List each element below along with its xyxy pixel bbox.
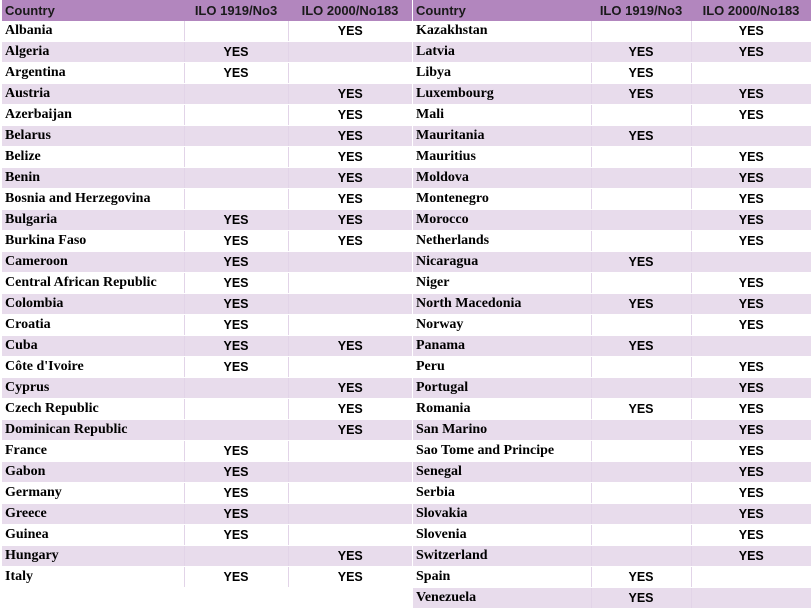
table-row: [2, 462, 412, 483]
ilo-2000-cell: YES: [691, 231, 811, 252]
table-row: [413, 231, 811, 252]
ilo-2000-cell: YES: [691, 399, 811, 420]
ilo-1919-cell: YES: [184, 567, 288, 588]
ilo-2000-cell: YES: [288, 567, 412, 588]
table-row: [413, 441, 811, 462]
ilo-1919-cell: YES: [591, 588, 691, 609]
ilo-1919-cell: [591, 315, 691, 336]
ilo-1919-cell: YES: [184, 210, 288, 231]
country-cell: Latvia: [413, 42, 591, 63]
ilo-1919-cell: YES: [184, 462, 288, 483]
ilo-2000-cell: YES: [288, 231, 412, 252]
ilo-1919-cell: YES: [591, 399, 691, 420]
ilo-2000-cell: YES: [288, 336, 412, 357]
ilo-2000-cell: [691, 588, 811, 609]
table-row: [2, 42, 412, 63]
table-row: [413, 126, 811, 147]
country-cell: Azerbaijan: [2, 105, 184, 126]
table-row: [413, 273, 811, 294]
country-cell: Venezuela: [413, 588, 591, 609]
header-ilo-1919: ILO 1919/No3: [591, 0, 691, 21]
ilo-2000-cell: YES: [288, 126, 412, 147]
country-cell: Czech Republic: [2, 399, 184, 420]
country-cell: Netherlands: [413, 231, 591, 252]
country-cell: Luxembourg: [413, 84, 591, 105]
table-row: [2, 525, 412, 546]
country-cell: Romania: [413, 399, 591, 420]
table-row: [413, 504, 811, 525]
ilo-1919-cell: YES: [591, 252, 691, 273]
table-row: [413, 378, 811, 399]
ilo-2000-cell: [288, 483, 412, 504]
ilo-2000-cell: YES: [691, 105, 811, 126]
table-row: [413, 168, 811, 189]
country-cell: Gabon: [2, 462, 184, 483]
country-cell: Portugal: [413, 378, 591, 399]
ilo-2000-cell: YES: [691, 273, 811, 294]
table-row: [413, 420, 811, 441]
country-cell: Albania: [2, 21, 184, 42]
ilo-1919-cell: YES: [591, 126, 691, 147]
table-row: [2, 567, 412, 588]
country-cell: North Macedonia: [413, 294, 591, 315]
header-country: Country: [413, 0, 591, 21]
country-cell: Senegal: [413, 462, 591, 483]
ilo-1919-cell: YES: [184, 42, 288, 63]
country-cell: Montenegro: [413, 189, 591, 210]
country-cell: Dominican Republic: [2, 420, 184, 441]
ilo-1919-cell: YES: [591, 84, 691, 105]
ilo-2000-cell: YES: [691, 378, 811, 399]
table-row: [2, 378, 412, 399]
ilo-2000-cell: YES: [691, 168, 811, 189]
ilo-1919-cell: YES: [591, 336, 691, 357]
table-row: [413, 336, 811, 357]
table-row: [2, 168, 412, 189]
country-cell: Cuba: [2, 336, 184, 357]
country-cell: Burkina Faso: [2, 231, 184, 252]
header-country: Country: [2, 0, 184, 21]
ilo-1919-cell: [591, 546, 691, 567]
table-row: [2, 273, 412, 294]
table-row: [2, 399, 412, 420]
ilo-2000-cell: [288, 504, 412, 525]
ilo-2000-cell: YES: [288, 105, 412, 126]
ilo-2000-cell: YES: [691, 210, 811, 231]
header-ilo-2000: ILO 2000/No183: [288, 0, 412, 21]
ilo-2000-cell: [288, 294, 412, 315]
table-row: [2, 189, 412, 210]
header-ilo-1919: ILO 1919/No3: [184, 0, 288, 21]
ilo-2000-cell: YES: [691, 441, 811, 462]
table-row: [413, 210, 811, 231]
table-row: [2, 315, 412, 336]
ilo-2000-cell: YES: [691, 462, 811, 483]
table-row: [413, 105, 811, 126]
ilo-2000-cell: [288, 42, 412, 63]
country-cell: Belize: [2, 147, 184, 168]
ilo-1919-cell: YES: [184, 273, 288, 294]
ilo-1919-cell: [591, 189, 691, 210]
ilo-2000-cell: [288, 525, 412, 546]
table-row: [2, 483, 412, 504]
table-row: [2, 336, 412, 357]
ilo-2000-cell: YES: [691, 525, 811, 546]
country-cell: Morocco: [413, 210, 591, 231]
ilo-2000-cell: YES: [691, 504, 811, 525]
country-cell: Mali: [413, 105, 591, 126]
ilo-1919-cell: [184, 147, 288, 168]
table-row: [2, 21, 412, 42]
ilo-2000-cell: YES: [691, 315, 811, 336]
country-cell: Spain: [413, 567, 591, 588]
country-cell: Libya: [413, 63, 591, 84]
ilo-1919-cell: YES: [184, 483, 288, 504]
country-cell: Panama: [413, 336, 591, 357]
country-cell: Switzerland: [413, 546, 591, 567]
ilo-1919-cell: [184, 105, 288, 126]
ilo-1919-cell: [591, 210, 691, 231]
ilo-2000-cell: YES: [691, 420, 811, 441]
table-row: [2, 546, 412, 567]
ilo-2000-cell: YES: [691, 546, 811, 567]
ilo-2000-cell: YES: [691, 483, 811, 504]
table-row: [413, 21, 811, 42]
ilo-1919-cell: YES: [184, 336, 288, 357]
ilo-1919-cell: [591, 462, 691, 483]
ilo-1919-cell: [591, 168, 691, 189]
table-row: [2, 252, 412, 273]
ilo-2000-cell: YES: [288, 420, 412, 441]
ilo-1919-cell: [591, 147, 691, 168]
country-cell: Côte d'Ivoire: [2, 357, 184, 378]
ilo-1919-cell: [591, 357, 691, 378]
ilo-1919-cell: YES: [184, 294, 288, 315]
country-cell: Belarus: [2, 126, 184, 147]
ilo-1919-cell: [591, 441, 691, 462]
ilo-2000-cell: YES: [691, 42, 811, 63]
country-cell: Austria: [2, 84, 184, 105]
ilo-1919-cell: YES: [184, 315, 288, 336]
table-row: [2, 126, 412, 147]
ilo-2000-cell: [288, 441, 412, 462]
ilo-2000-cell: [288, 252, 412, 273]
table-row: [413, 42, 811, 63]
ilo-2000-cell: [288, 462, 412, 483]
table-row: [413, 399, 811, 420]
table-row: [2, 441, 412, 462]
table-row: [413, 63, 811, 84]
table-row: [413, 84, 811, 105]
ilo-1919-cell: YES: [184, 441, 288, 462]
ilo-2000-cell: YES: [288, 399, 412, 420]
country-cell: Germany: [2, 483, 184, 504]
ilo-1919-cell: [591, 105, 691, 126]
ilo-1919-cell: [591, 504, 691, 525]
table-row: [413, 462, 811, 483]
ratification-table-right: [413, 0, 811, 609]
ilo-1919-cell: [184, 126, 288, 147]
ilo-2000-cell: YES: [288, 546, 412, 567]
table-row: [413, 252, 811, 273]
country-cell: Central African Republic: [2, 273, 184, 294]
ilo-1919-cell: [591, 483, 691, 504]
ilo-1919-cell: YES: [591, 567, 691, 588]
ilo-2000-cell: YES: [288, 168, 412, 189]
country-cell: Kazakhstan: [413, 21, 591, 42]
country-cell: Nicaragua: [413, 252, 591, 273]
table-row: [2, 84, 412, 105]
table-row: [413, 189, 811, 210]
ilo-1919-cell: YES: [591, 294, 691, 315]
ilo-2000-cell: [288, 357, 412, 378]
ilo-1919-cell: YES: [184, 504, 288, 525]
ilo-2000-cell: [288, 273, 412, 294]
ilo-2000-cell: YES: [691, 84, 811, 105]
ilo-2000-cell: [691, 126, 811, 147]
ilo-1919-cell: [184, 168, 288, 189]
country-cell: Serbia: [413, 483, 591, 504]
ilo-1919-cell: [591, 231, 691, 252]
ilo-2000-cell: YES: [288, 21, 412, 42]
country-cell: Cameroon: [2, 252, 184, 273]
ilo-1919-cell: YES: [591, 42, 691, 63]
ilo-1919-cell: YES: [184, 357, 288, 378]
country-cell: Argentina: [2, 63, 184, 84]
ilo-2000-cell: YES: [691, 147, 811, 168]
country-cell: Slovakia: [413, 504, 591, 525]
country-cell: Algeria: [2, 42, 184, 63]
country-cell: Norway: [413, 315, 591, 336]
ilo-2000-cell: [288, 63, 412, 84]
country-cell: Croatia: [2, 315, 184, 336]
ilo-1919-cell: [184, 399, 288, 420]
ilo-2000-cell: [691, 63, 811, 84]
ilo-2000-cell: YES: [691, 357, 811, 378]
ilo-2000-cell: YES: [288, 210, 412, 231]
table-row: [2, 231, 412, 252]
ilo-2000-cell: YES: [691, 189, 811, 210]
country-cell: Bulgaria: [2, 210, 184, 231]
table-row: [413, 357, 811, 378]
table-row: [413, 546, 811, 567]
ilo-1919-cell: YES: [184, 525, 288, 546]
header-row: [2, 0, 412, 21]
table-row: [413, 147, 811, 168]
ilo-2000-cell: [691, 567, 811, 588]
country-cell: Mauritius: [413, 147, 591, 168]
table-row: [2, 294, 412, 315]
ilo-2000-cell: [691, 252, 811, 273]
ilo-1919-cell: [184, 84, 288, 105]
header-row: [413, 0, 811, 21]
country-cell: Hungary: [2, 546, 184, 567]
ilo-1919-cell: [591, 378, 691, 399]
ilo-2000-cell: YES: [288, 189, 412, 210]
country-cell: Colombia: [2, 294, 184, 315]
ilo-2000-cell: YES: [691, 21, 811, 42]
table-row: [2, 105, 412, 126]
table-row: [413, 588, 811, 609]
ilo-1919-cell: [184, 189, 288, 210]
table-row: [413, 294, 811, 315]
country-cell: Bosnia and Herzegovina: [2, 189, 184, 210]
ilo-2000-cell: YES: [288, 378, 412, 399]
ratification-table-left: [2, 0, 412, 588]
ilo-2000-cell: [288, 315, 412, 336]
ilo-1919-cell: [184, 420, 288, 441]
table-row: [2, 210, 412, 231]
table-row: [413, 483, 811, 504]
country-cell: France: [2, 441, 184, 462]
ilo-1919-cell: [591, 21, 691, 42]
country-cell: Niger: [413, 273, 591, 294]
country-cell: Sao Tome and Principe: [413, 441, 591, 462]
ilo-1919-cell: [184, 21, 288, 42]
ilo-1919-cell: YES: [591, 63, 691, 84]
ilo-1919-cell: YES: [184, 252, 288, 273]
ilo-1919-cell: [591, 420, 691, 441]
table-row: [413, 525, 811, 546]
ilo-1919-cell: YES: [184, 63, 288, 84]
ilo-1919-cell: [184, 378, 288, 399]
country-cell: Peru: [413, 357, 591, 378]
ilo-1919-cell: YES: [184, 231, 288, 252]
table-row: [2, 420, 412, 441]
ilo-2000-cell: YES: [288, 147, 412, 168]
country-cell: Italy: [2, 567, 184, 588]
country-cell: Moldova: [413, 168, 591, 189]
table-row: [413, 567, 811, 588]
table-row: [2, 147, 412, 168]
ilo-1919-cell: [591, 273, 691, 294]
ilo-1919-cell: [184, 546, 288, 567]
country-cell: Cyprus: [2, 378, 184, 399]
table-row: [2, 357, 412, 378]
country-cell: Benin: [2, 168, 184, 189]
country-cell: San Marino: [413, 420, 591, 441]
country-cell: Greece: [2, 504, 184, 525]
country-cell: Mauritania: [413, 126, 591, 147]
header-ilo-2000: ILO 2000/No183: [691, 0, 811, 21]
table-row: [2, 63, 412, 84]
table-row: [2, 504, 412, 525]
country-cell: Guinea: [2, 525, 184, 546]
ilo-2000-cell: YES: [691, 294, 811, 315]
ilo-2000-cell: YES: [288, 84, 412, 105]
ilo-2000-cell: [691, 336, 811, 357]
country-cell: Slovenia: [413, 525, 591, 546]
table-row: [413, 315, 811, 336]
ilo-1919-cell: [591, 525, 691, 546]
